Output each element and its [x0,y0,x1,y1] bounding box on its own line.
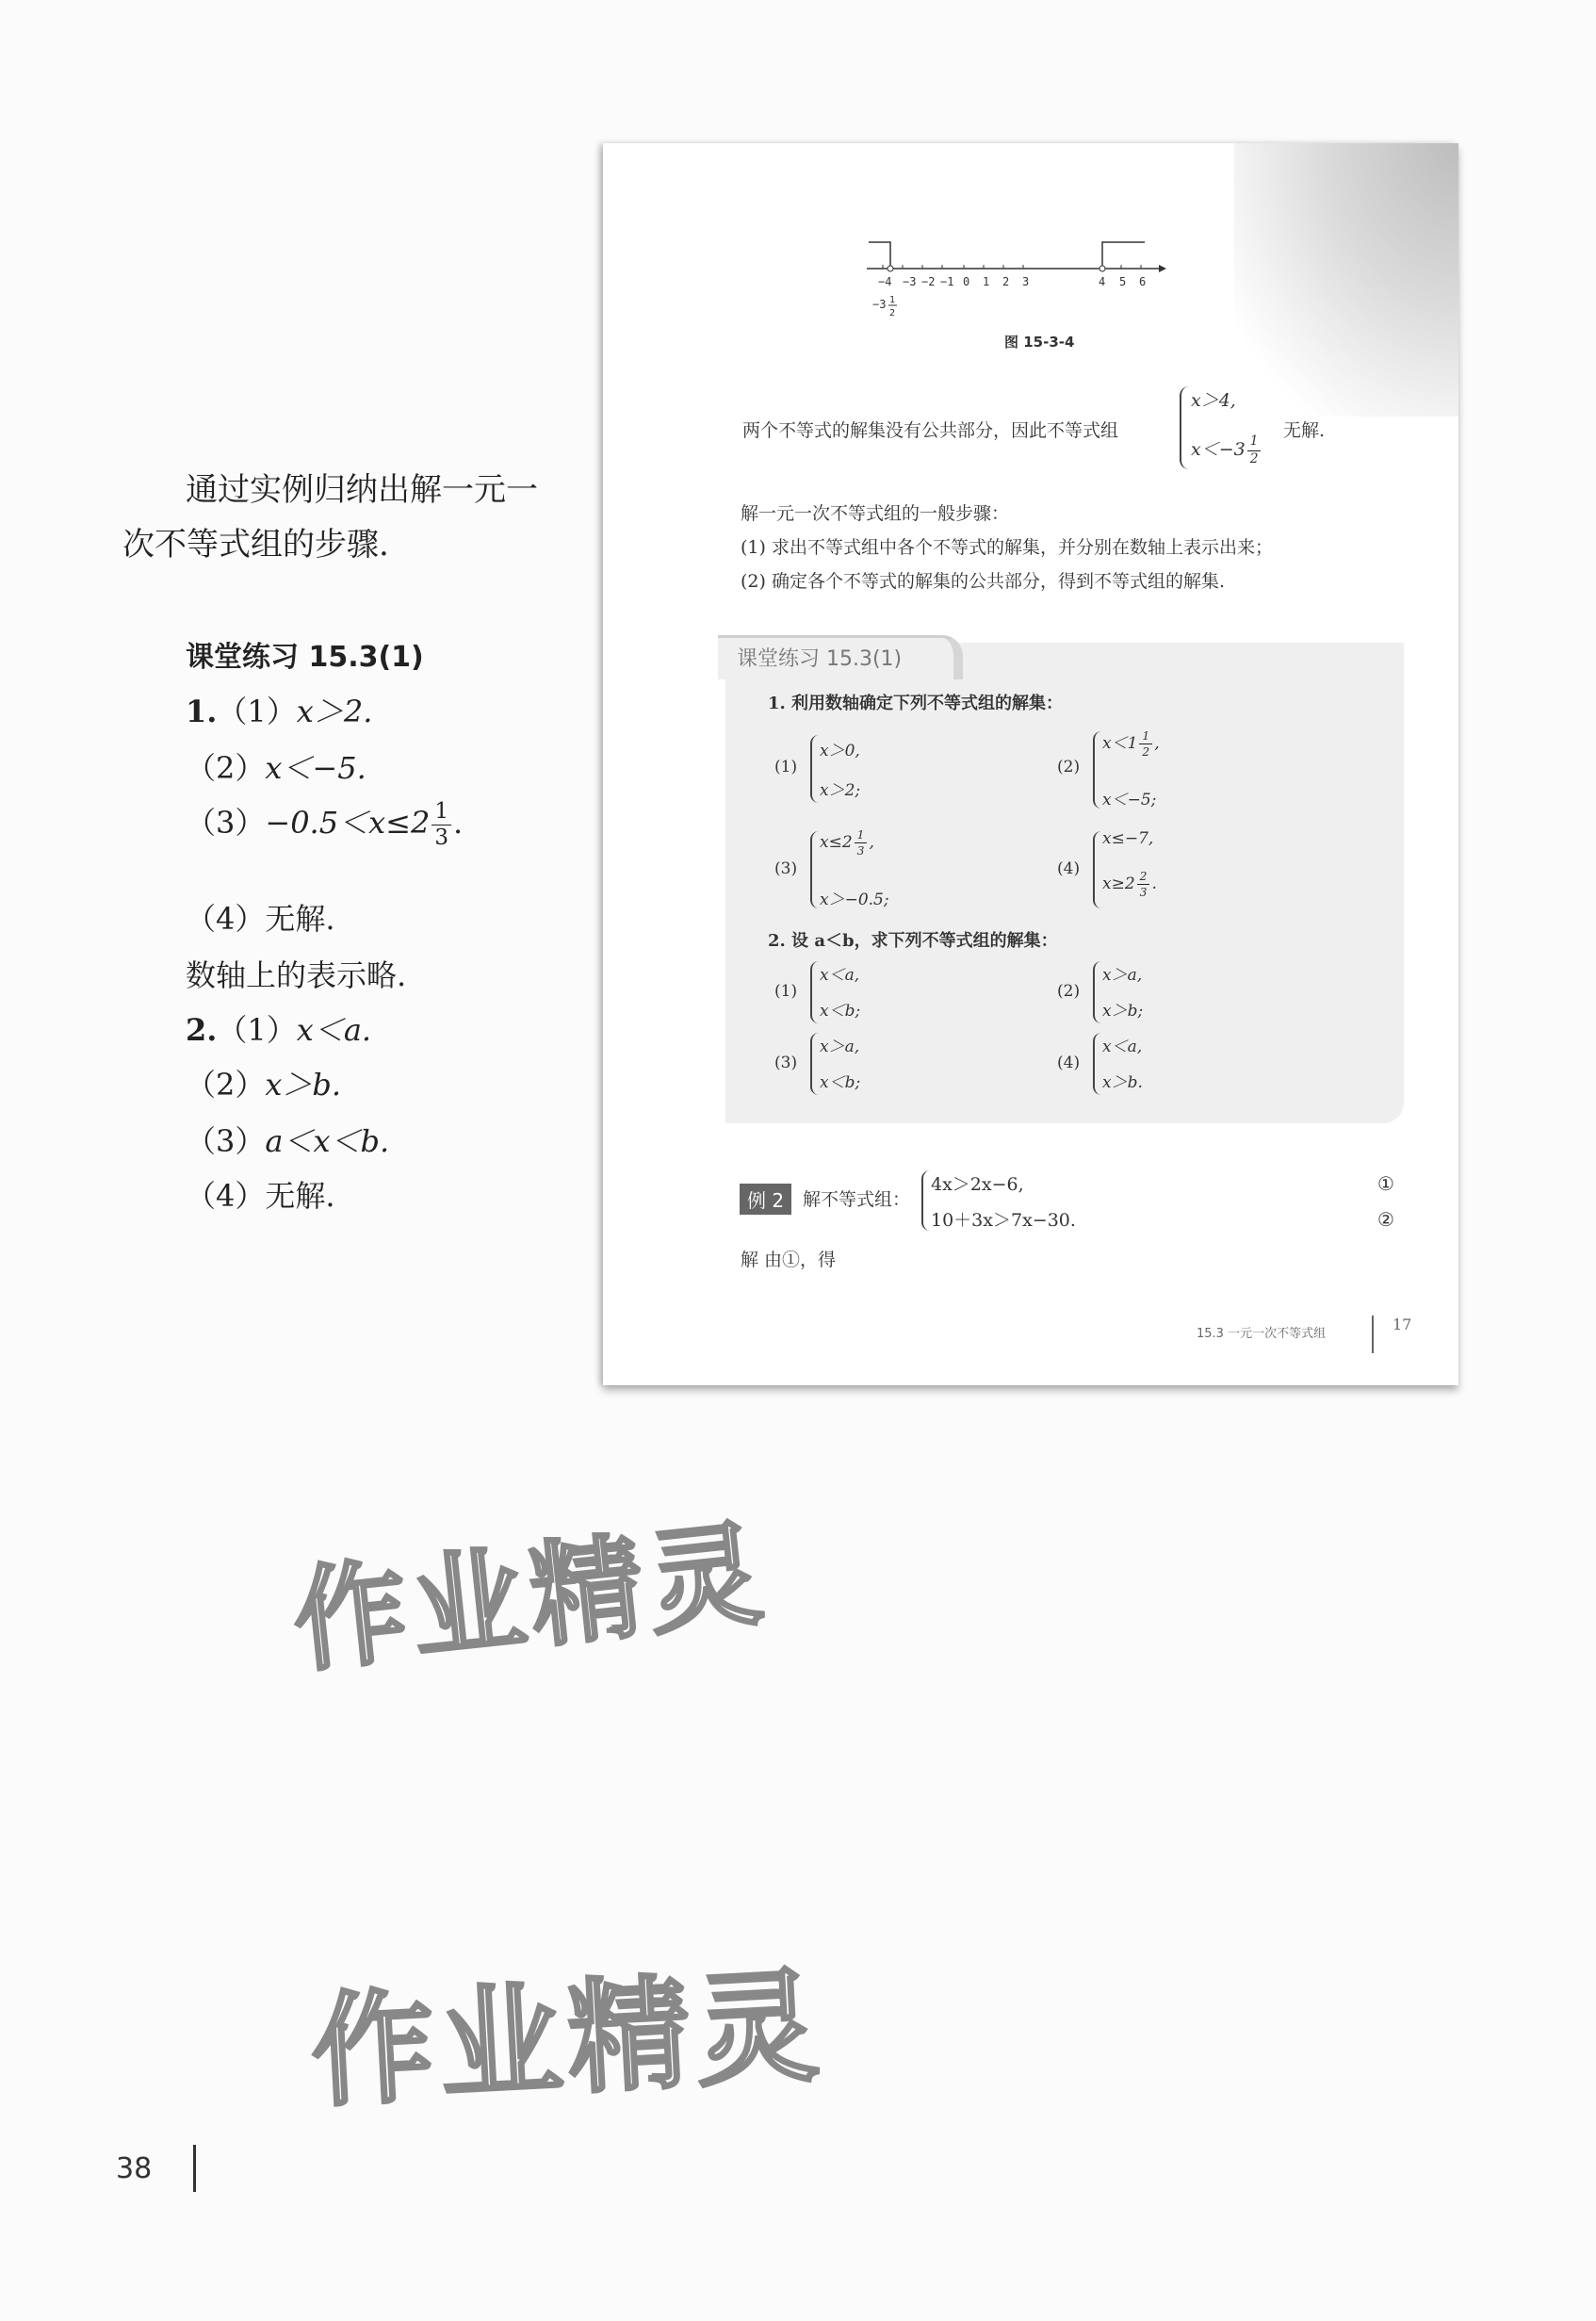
tick-label: −2 [921,275,936,288]
fraction [432,798,451,850]
practice-box-title: 课堂练习 15.3(1) [737,647,903,671]
answer-label: （2） [186,1067,266,1103]
q1-2-label: (2) [1057,758,1081,776]
page-number-divider [193,2145,196,2192]
tick-label: 1 [983,275,990,288]
q1-2-bottom: x＜−5; [1102,791,1157,809]
special-tick-whole: −3 [872,298,887,311]
q2-2-bottom: x＞b; [1102,1002,1144,1021]
q1-3-bottom: x＞−0.5; [820,891,889,909]
q2-3-bottom: x＜b; [820,1073,861,1092]
q2-3-top: x＞a, [820,1038,860,1056]
question-2-text: 2. 设 a＜b，求下列不等式组的解集： [768,931,1058,951]
answer-note: 数轴上的表示略. [186,957,407,993]
example-tag: 例 2 [740,1184,791,1215]
number-line-figure [857,233,1168,327]
fraction [855,829,868,857]
q2-4-label: (4) [1057,1054,1081,1072]
q1-3-brace [810,831,819,908]
tick-labels [872,275,1146,319]
answer-label: （1） [217,694,297,729]
answer-label: （4） [186,901,266,937]
answer-expr: 无解. [265,901,335,937]
intro-text [186,464,538,516]
solution-ray-right [1102,242,1145,267]
footer-section: 15.3 一元一次不等式组 [1197,1327,1327,1341]
axis-arrow-icon [1159,265,1166,272]
solution-text: 解 由①，得 [741,1250,837,1270]
answer-expr: 无解. [265,1178,335,1214]
page-corner-decoration [1234,143,1458,417]
q2-2-brace [1093,961,1101,1023]
answer-expr: x＜a. [296,1012,372,1048]
q1-4-bottom [1102,871,1157,898]
no-solution-text: 无解. [1283,420,1326,441]
fraction-denominator: 3 [434,825,448,850]
tick-label: 4 [1099,275,1106,288]
q2-1-label: (1) [774,982,798,1001]
answer-1-number: 1. [186,694,218,729]
fraction-numerator: 1 [1139,730,1152,744]
example-top: 4x＞2x−6, [931,1174,1024,1195]
page-number: 38 [116,2152,153,2185]
step-1: (1) 求出不等式组中各个不等式的解集，并分别在数轴上表示出来； [741,537,1273,558]
example-bottom: 10＋3x＞7x−30. [931,1210,1076,1231]
special-tick-num: 1 [889,295,896,305]
q1-4-top: x≤−7, [1102,829,1154,848]
q1-4-label: (4) [1057,859,1081,878]
textbook-page [603,143,1458,1385]
fraction [1247,435,1262,466]
fraction-numerator: 2 [1137,871,1150,885]
fraction-denominator: 2 [1249,450,1259,466]
footer-page-number: 17 [1392,1316,1412,1333]
q1-2-brace [1093,731,1101,809]
fraction-numerator: 1 [855,829,868,843]
tick-label: −4 [878,275,892,288]
answer-expr: x＞b. [265,1067,342,1103]
answer-1-3 [186,799,463,849]
tick-label: 3 [1022,275,1030,288]
answer-1-1 [186,688,372,731]
q2-4-top: x＜a, [1102,1038,1143,1056]
q1-3-label: (3) [774,859,798,878]
q1-1-label: (1) [774,758,798,776]
fraction-denominator: 3 [856,844,865,858]
answer-label: （3） [186,805,266,841]
intro-text-2 [122,518,389,571]
watermark-2: 作业精灵 [307,1953,828,2125]
fraction-numerator: 1 [432,801,451,825]
fraction [1139,730,1152,758]
answer-expr: a＜x＜b. [265,1123,390,1159]
special-tick-den: 2 [889,308,896,319]
q1-4-brace [1093,831,1101,908]
q1-3-top-end: , [869,833,874,853]
mark-1: ① [1377,1172,1394,1195]
figure-caption: 图 15-3-4 [1004,334,1075,351]
watermark-1: 作业精灵 [287,1508,774,1689]
system-brace [1180,386,1189,469]
q1-3-top-expr: x≤2 [820,833,853,853]
q1-4-bottom-end: . [1151,874,1157,894]
footer-divider [1372,1316,1374,1353]
q2-4-bottom: x＞b. [1102,1073,1143,1092]
q1-2-top [1102,729,1160,758]
system-top: x＞4, [1191,390,1236,411]
intro-line-2: 次不等式组的步骤. [122,526,389,564]
answer-1-4 [186,895,335,939]
tick-label: −1 [940,275,954,288]
q2-2-label: (2) [1057,982,1081,1001]
q1-2-top-end: , [1154,734,1160,753]
answer-expr: x＞2. [296,694,373,729]
fraction [1137,871,1150,898]
q2-2-top: x＞a, [1102,966,1143,985]
q2-3-brace [810,1033,819,1095]
example-brace [921,1170,930,1231]
question-1-text: 1. 利用数轴确定下列不等式组的解集： [768,694,1064,713]
system-bottom-expr: x＜−3 [1191,439,1246,461]
q2-1-top: x＜a, [820,966,860,985]
open-point [1099,266,1105,271]
no-common-text: 两个不等式的解集没有公共部分，因此不等式组 [742,420,1119,441]
answer-2-number: 2. [186,1012,218,1048]
mark-2: ② [1377,1208,1394,1231]
q1-1-bottom: x＞2; [820,781,861,800]
fraction-numerator: 1 [1247,435,1262,451]
answer-2-4 [186,1172,335,1216]
answer-label: （1） [217,1012,297,1048]
tick-label: 5 [1119,275,1127,288]
answer-label: （2） [186,750,266,786]
q1-1-top: x＞0, [820,742,860,760]
tick-label: 6 [1139,275,1147,288]
steps-title: 解一元一次不等式组的一般步骤： [741,503,1010,524]
q1-3-top [820,829,874,857]
q1-1-brace [810,735,819,803]
answer-2-1 [186,1006,371,1050]
tick-label: −3 [903,275,917,288]
answer-end: . [452,805,464,841]
q2-4-brace [1093,1033,1101,1095]
q1-2-top-expr: x＜1 [1102,734,1138,753]
answer-expr: −0.5＜x≤2 [265,805,431,841]
answer-label: （3） [186,1123,266,1159]
answer-expr: x＜−5. [265,750,366,786]
answer-2-3 [186,1118,389,1161]
example-text: 解不等式组： [803,1189,911,1210]
answer-1-2 [186,744,366,788]
q2-1-brace [810,961,819,1023]
intro-line-1: 通过实例归纳出解一元一 [186,471,538,509]
q2-3-label: (3) [774,1054,798,1072]
tick-label: 2 [1002,275,1010,288]
answer-2-2 [186,1061,341,1104]
fraction-denominator: 2 [1142,745,1150,759]
system-bottom [1191,435,1262,466]
fraction-denominator: 3 [1139,886,1148,900]
tick-label: 0 [963,275,970,288]
open-point [888,266,893,271]
solution-ray-left [869,242,890,267]
q1-4-bottom-expr: x≥2 [1102,874,1135,894]
step-2: (2) 确定各个不等式的解集的公共部分，得到不等式组的解集. [741,571,1225,592]
answer-label: （4） [186,1178,266,1214]
q2-1-bottom: x＜b; [820,1002,861,1021]
practice-title: 课堂练习 15.3(1) [186,641,424,674]
